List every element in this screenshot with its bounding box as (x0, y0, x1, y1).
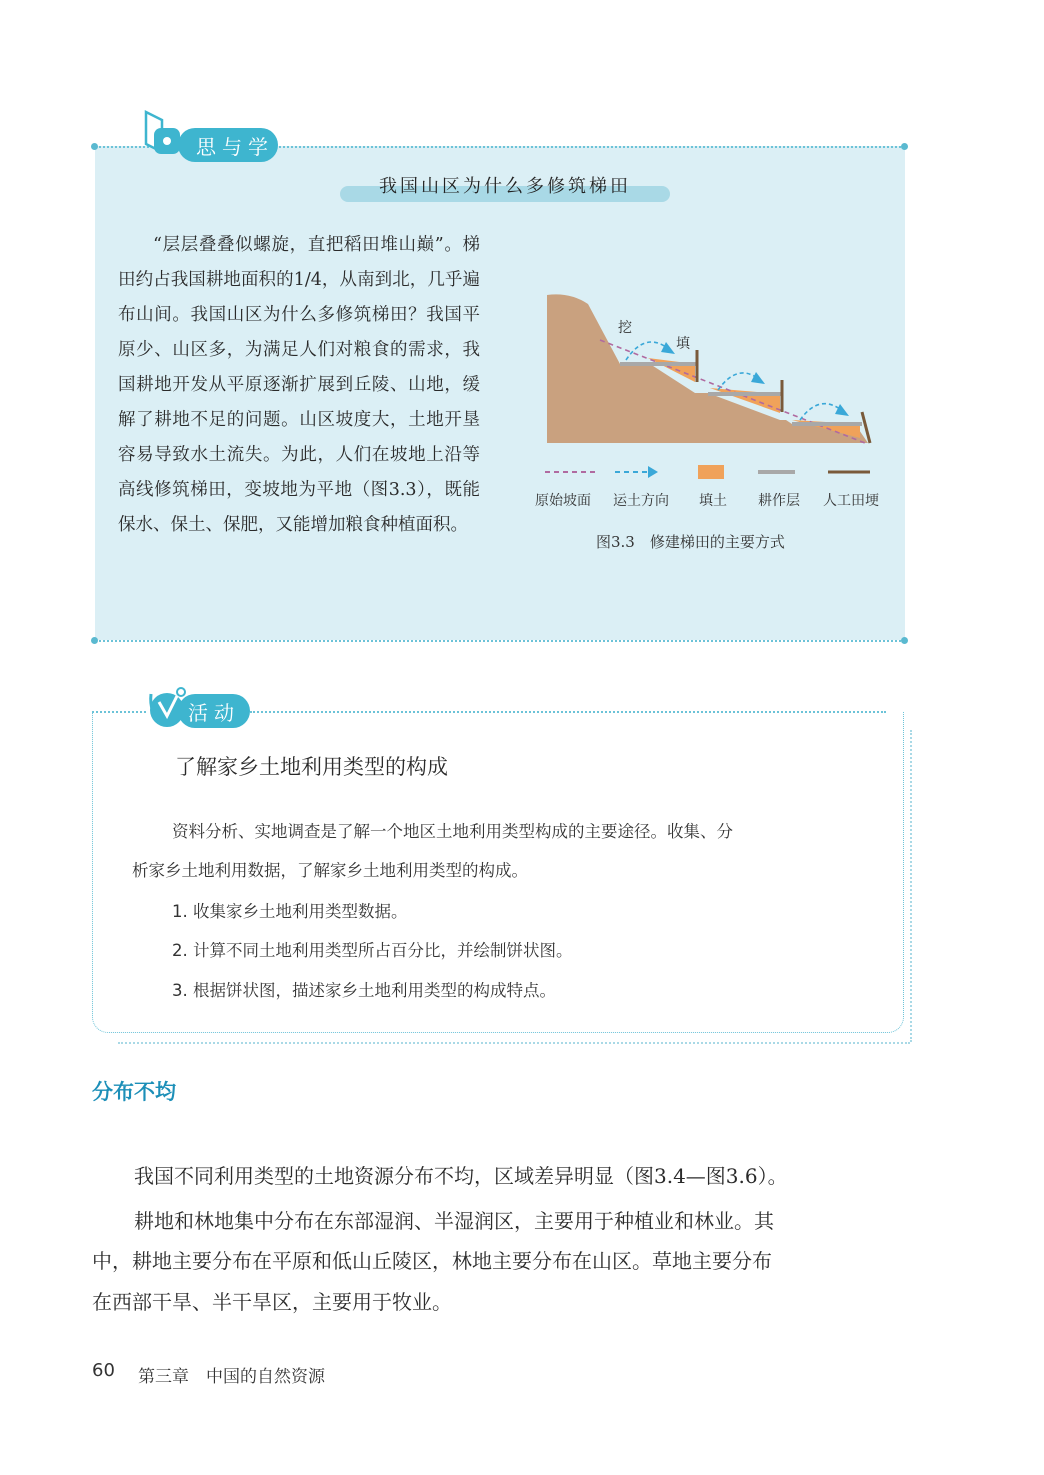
activity-shadow-bottom (118, 1042, 910, 1044)
body-line-1: 我国不同利用类型的土地资源分布不均，区域差异明显（图3.4—图3.6）。 (134, 1164, 788, 1188)
think-title: 我国山区为什么多修筑梯田 (379, 176, 631, 197)
figure-caption: 图3.3 修建梯田的主要方式 (596, 533, 785, 551)
section-heading: 分布不均 (92, 1080, 176, 1104)
think-bottom-border (95, 640, 905, 642)
terrace-diagram (530, 290, 890, 490)
border-dot (901, 637, 908, 644)
legend-original-slope: 原始坡面 (535, 493, 591, 509)
legend-fill-soil: 填土 (699, 493, 727, 509)
think-badge (178, 128, 278, 162)
activity-step-2: 2. 计算不同土地利用类型所占百分比，并绘制饼状图。 (172, 941, 573, 960)
label-fill: 填 (676, 336, 690, 352)
think-badge-label: 思与学 (196, 134, 274, 159)
body-line-2: 耕地和林地集中分布在东部湿润、半湿润区，主要用于种植业和林业。其 (134, 1209, 774, 1233)
legend-soil-transport: 运土方向 (613, 493, 669, 509)
activity-step-1: 1. 收集家乡土地利用类型数据。 (172, 902, 408, 921)
activity-intro-line-1: 资料分析、实地调查是了解一个地区土地利用类型构成的主要途径。收集、分 (172, 822, 733, 841)
legend-symbols (540, 462, 880, 482)
chapter-title: 第三章 中国的自然资源 (138, 1367, 325, 1387)
activity-badge-label: 活动 (188, 700, 240, 725)
legend-cultivation-layer: 耕作层 (758, 493, 800, 509)
activity-intro-line-2: 析家乡土地利用数据，了解家乡土地利用类型的构成。 (132, 861, 528, 880)
activity-badge (178, 694, 250, 728)
page-number: 60 (92, 1360, 115, 1381)
body-line-3: 中，耕地主要分布在平原和低山丘陵区，林地主要分布在山区。草地主要分布 (92, 1249, 772, 1273)
label-dig: 挖 (618, 320, 632, 336)
body-line-4: 在西部干旱、半干旱区，主要用于牧业。 (92, 1290, 452, 1314)
think-paragraph: “层层叠叠似螺旋，直把稻田堆山巅”。梯田约占我国耕地面积的1/4，从南到北，几乎遍布山间。我国山区为什么多修筑梯田？我国平原少、山区多，为满足人们对粮食的需求，我国耕地开发从平原逐渐扩展到丘陵、山地，缓解了耕地不足的问题。山区坡度大，土地开垦容易导致水土流失。为此，人们在坡地上沿等高线修筑梯田，变坡地为平地（图3.3），既能保水、保土、保肥，又能增加粮食种植面积。 (118, 235, 480, 535)
border-dot (901, 143, 908, 150)
activity-title: 了解家乡土地利用类型的构成 (175, 755, 448, 779)
activity-shadow-right (910, 730, 912, 1042)
legend-ridge: 人工田埂 (823, 493, 879, 509)
activity-step-3: 3. 根据饼状图，描述家乡土地利用类型的构成特点。 (172, 981, 556, 1000)
border-dot (91, 143, 98, 150)
border-dot (91, 637, 98, 644)
